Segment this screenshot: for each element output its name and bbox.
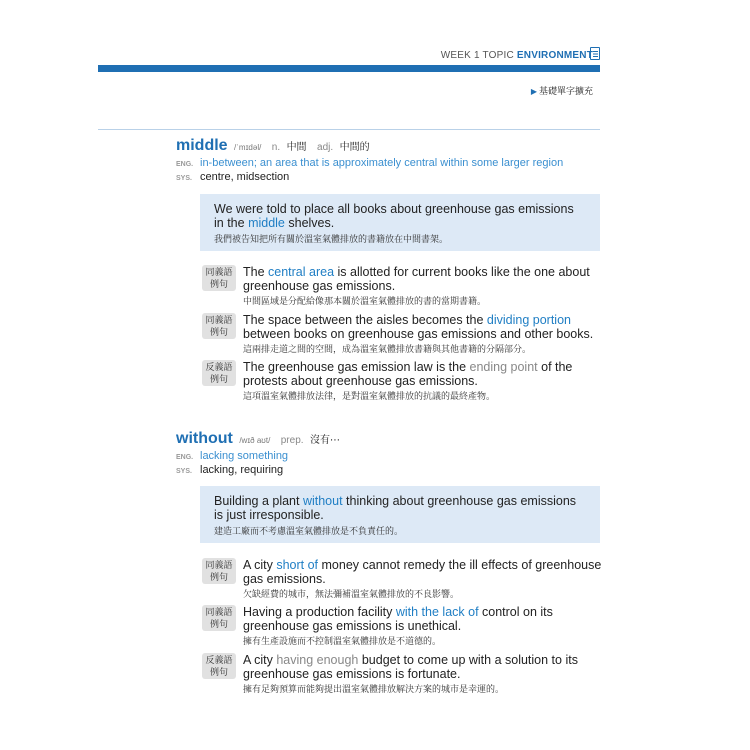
badge-bottom: 例句 <box>209 279 228 289</box>
synonym-badge <box>202 558 236 584</box>
sub-example-chinese: 擁有足夠預算而能夠提出溫室氣體排放解決方案的城市是幸運的。 <box>243 684 505 694</box>
sub-highlight: dividing portion <box>486 313 571 327</box>
document-icon <box>590 47 600 60</box>
headword: middle <box>176 137 228 154</box>
divider <box>98 129 600 130</box>
sub-example-body <box>243 360 603 402</box>
sub-example-english <box>243 360 603 388</box>
example-box <box>200 486 600 543</box>
badge-top: 同義語 <box>205 267 233 277</box>
sub-text: between books on greenhouse gas emissions and other books. <box>243 327 594 341</box>
example-highlight: without <box>302 494 343 508</box>
synonym-badge <box>202 605 236 631</box>
example-text: thinking about greenhouse gas emissions is just irresponsible. <box>214 494 577 522</box>
sub-text: budget to come up with a solution to its greenhouse gas emissions is fortunate. <box>243 653 578 681</box>
badge-top: 反義語 <box>205 362 233 372</box>
badge-bottom: 例句 <box>209 667 228 677</box>
header-week-topic: WEEK 1 TOPIC <box>440 50 514 61</box>
sub-highlight: short of <box>276 558 319 572</box>
pronunciation: /wɪð aʊt/ <box>239 436 271 445</box>
part-of-speech: n. <box>271 142 281 153</box>
sub-highlight: central area <box>268 265 335 279</box>
example-box <box>200 194 600 251</box>
sub-text: The space between the aisles becomes the <box>243 313 487 327</box>
header-topic-name: ENVIRONMENT <box>516 50 593 61</box>
sub-text: A city <box>243 653 277 667</box>
sub-text: of the protests about greenhouse gas emissions. <box>243 360 573 388</box>
eng-tag: ENG. <box>176 161 194 168</box>
sub-text: control on its greenhouse gas emissions is unethical. <box>243 605 553 633</box>
sub-highlight: with the lack of <box>395 605 479 619</box>
example-chinese: 建造工廠而不考慮溫室氣體排放是不負責任的。 <box>214 526 404 536</box>
header-topic <box>441 50 593 61</box>
sys-tag: SYS. <box>176 468 192 475</box>
example-highlight: middle <box>248 216 285 230</box>
entry-middle <box>176 137 606 183</box>
eng-tag: ENG. <box>176 454 194 461</box>
sys-text: centre, midsection <box>200 171 290 183</box>
sub-example-english <box>243 653 603 681</box>
headword-line <box>176 430 606 448</box>
triangle-right-icon: ▶ <box>530 87 537 96</box>
sub-example-body <box>243 558 603 600</box>
eng-text: lacking something <box>200 450 289 462</box>
synonym-badge <box>202 313 236 339</box>
sub-example-chinese: 擁有生產設施而不控制溫室氣體排放是不道德的。 <box>243 636 442 646</box>
sub-example-body <box>243 265 603 307</box>
example-english <box>214 202 586 230</box>
chinese-definition: 中間的 <box>339 142 370 153</box>
sub-text: is allotted for current books like the one about greenhouse gas emissions. <box>243 265 590 293</box>
sub-text: Having a production facility <box>243 605 396 619</box>
badge-top: 同義語 <box>205 560 233 570</box>
badge-top: 反義語 <box>205 655 233 665</box>
part-of-speech: adj. <box>317 142 334 153</box>
sub-example-english <box>243 265 603 293</box>
badge-bottom: 例句 <box>209 619 228 629</box>
sub-highlight: having enough <box>276 653 359 667</box>
antonym-badge <box>202 653 236 679</box>
section-label <box>531 84 593 97</box>
chinese-definition: 中間 <box>286 142 307 153</box>
header-bar <box>98 65 600 72</box>
sys-text: lacking, requiring <box>200 464 284 476</box>
sub-example-english <box>243 605 603 633</box>
synonyms <box>176 171 606 183</box>
example-text: shelves. <box>284 216 335 230</box>
headword: without <box>176 430 233 447</box>
sub-example-body <box>243 605 603 647</box>
badge-top: 同義語 <box>205 315 233 325</box>
headword-line <box>176 137 606 155</box>
synonyms <box>176 464 606 476</box>
example-text: Building a plant <box>214 494 303 508</box>
example-chinese: 我們被告知把所有關於溫室氣體排放的書籍放在中間書架。 <box>214 234 449 244</box>
sub-text: The <box>243 265 269 279</box>
sub-example-chinese: 欠缺經費的城市，無法彌補溫室氣體排放的不良影響。 <box>243 589 460 599</box>
sub-text: A city <box>243 558 277 572</box>
sub-example-english <box>243 313 603 341</box>
sub-example-chinese: 這兩排走道之間的空間，成為溫室氣體排放書籍與其他書籍的分隔部分。 <box>243 344 532 354</box>
sys-tag: SYS. <box>176 175 192 182</box>
synonym-badge <box>202 265 236 291</box>
sub-text: money cannot remedy the ill effects of greenhouse gas emissions. <box>243 558 602 586</box>
sub-example-body <box>243 653 603 695</box>
entry-without <box>176 430 606 476</box>
badge-bottom: 例句 <box>209 327 228 337</box>
part-of-speech: prep. <box>280 435 304 446</box>
sub-example-body <box>243 313 603 355</box>
badge-top: 同義語 <box>205 607 233 617</box>
antonym-badge <box>202 360 236 386</box>
eng-text: in-between; an area that is approximately central within some larger region <box>200 157 564 169</box>
example-text: We were told to place all books about greenhouse gas emissions in the <box>214 202 574 230</box>
chinese-definition: 沒有⋯ <box>310 435 340 446</box>
page-header <box>0 0 750 96</box>
english-definition <box>176 157 606 169</box>
sub-text: The greenhouse gas emission law is the <box>243 360 470 374</box>
sub-highlight: ending point <box>469 360 538 374</box>
badge-bottom: 例句 <box>209 374 228 384</box>
badge-bottom: 例句 <box>209 572 228 582</box>
pronunciation: /ˈmɪdəl/ <box>234 143 262 152</box>
sub-example-english <box>243 558 603 586</box>
sub-example-chinese: 中間區域是分配給像那本關於溫室氣體排放的書的當期書籍。 <box>243 296 487 306</box>
example-english <box>214 494 586 522</box>
english-definition <box>176 450 606 462</box>
section-label-text: 基礎單字擴充 <box>538 86 593 96</box>
sub-example-chinese: 這項溫室氣體排放法律，是對溫室氣體排放的抗議的最終產物。 <box>243 391 496 401</box>
